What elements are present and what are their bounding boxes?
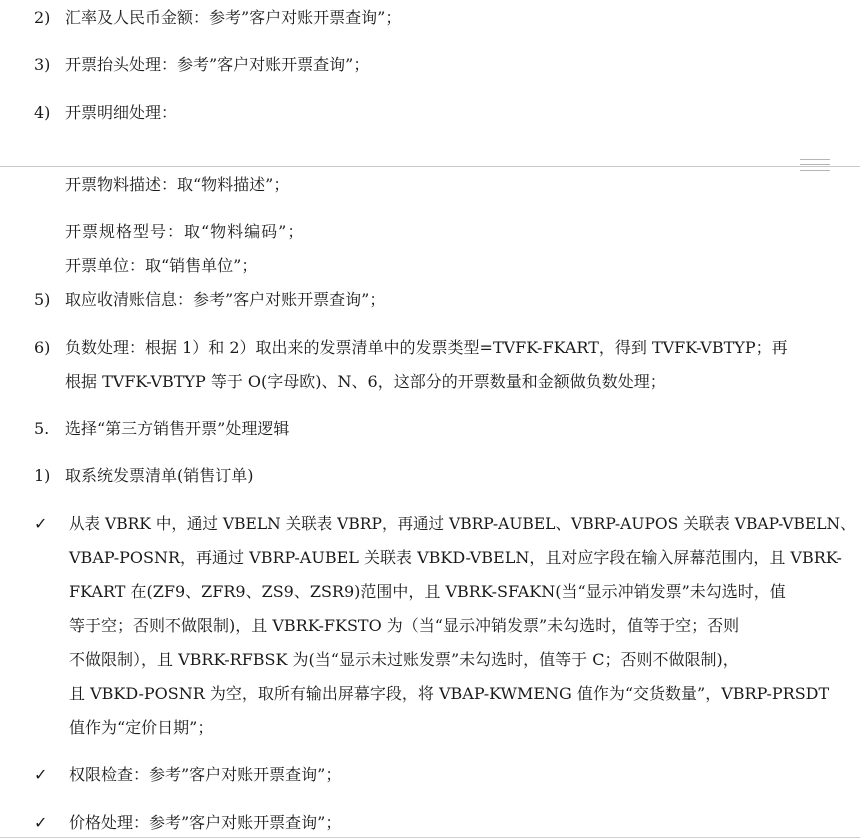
detail-line-unit: 开票单位：取“销售单位”； bbox=[65, 256, 258, 275]
section-number: 5. bbox=[34, 419, 50, 438]
detail-line-spec: 开票规格型号：取“物料编码”； bbox=[65, 222, 305, 241]
detail-line-description: 开票物料描述：取“物料描述”； bbox=[65, 175, 290, 194]
check-icon: ✓ bbox=[34, 765, 48, 784]
bullet-text: 不做限制），且 VBRK-RFBSK 为(当“显示未过账发票”未勾选时，值等于 C；否则不做限制)， bbox=[69, 650, 739, 669]
bullet-text: 值作为“定价日期”； bbox=[69, 718, 214, 737]
bullet-text: 价格处理：参考”客户对账开票查询”； bbox=[69, 813, 342, 832]
check-icon: ✓ bbox=[34, 813, 48, 832]
paragraph-text: 取应收清账信息：参考”客户对账开票查询”； bbox=[65, 290, 386, 309]
paragraph-text: 汇率及人民币金额：参考”客户对账开票查询”； bbox=[65, 8, 402, 27]
list-number: 6) bbox=[34, 338, 51, 357]
bullet-text: 且 VBKD-POSNR 为空，取所有输出屏幕字段，将 VBAP-KWMENG 值作为“交货数量”，VBRP-PRSDT bbox=[69, 684, 830, 703]
bullet-text: 从表 VBRK 中，通过 VBELN 关联表 VBRP，再通过 VBRP-AUBEL、VBRP-AUPOS 关联表 VBAP-VBELN、 bbox=[69, 514, 856, 533]
list-number: 2) bbox=[34, 8, 51, 27]
bullet-text: FKART 在(ZF9、ZFR9、ZS9、ZSR9)范围中，且 VBRK-SFAKN(当“显示冲销发票”未勾选时，值 bbox=[69, 582, 786, 601]
bullet-text: 权限检查：参考”客户对账开票查询”； bbox=[69, 765, 342, 784]
paragraph-text: 开票抬头处理：参考”客户对账开票查询”； bbox=[65, 55, 370, 74]
list-number: 4) bbox=[34, 103, 51, 122]
page-bottom-rule bbox=[0, 837, 860, 838]
paragraph-text: 取系统发票清单(销售订单) bbox=[65, 466, 254, 485]
check-icon: ✓ bbox=[34, 514, 48, 533]
paragraph-text: 负数处理：根据 1）和 2）取出来的发票清单中的发票类型=TVFK-FKART，得到 TVFK-VBTYP；再 bbox=[65, 338, 788, 357]
list-number: 5) bbox=[34, 290, 51, 309]
section-heading: 选择“第三方销售开票”处理逻辑 bbox=[65, 419, 290, 438]
paragraph-text: 根据 TVFK-VBTYP 等于 O(字母欧)、N、6，这部分的开票数量和金额做负数处理； bbox=[65, 372, 666, 391]
bullet-text: 等于空；否则不做限制)，且 VBRK-FKSTO 为（当“显示冲销发票”未勾选时，值等于空；否则 bbox=[69, 616, 740, 635]
list-number: 1) bbox=[34, 466, 51, 485]
page-break-line bbox=[0, 166, 860, 167]
paragraph-text: 开票明细处理： bbox=[65, 103, 178, 122]
list-number: 3) bbox=[34, 55, 51, 74]
page-break-marker bbox=[800, 159, 830, 171]
bullet-text: VBAP-POSNR，再通过 VBRP-AUBEL 关联表 VBKD-VBELN，且对应字段在输入屏幕范围内，且 VBRK- bbox=[69, 548, 842, 567]
